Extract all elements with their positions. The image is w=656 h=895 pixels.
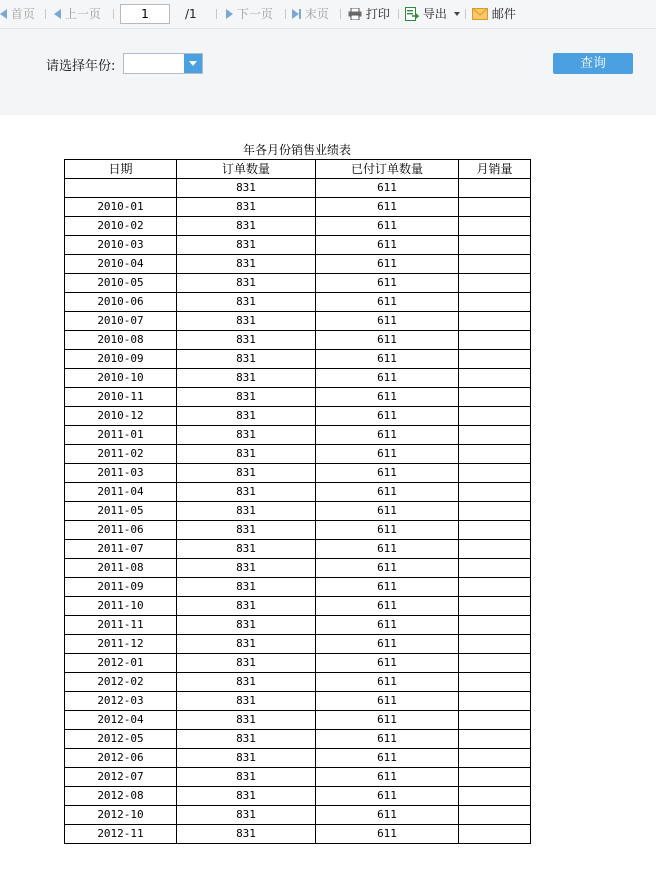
- cell-date: 2012-04: [65, 711, 177, 730]
- cell-monthly-sales: [459, 217, 531, 236]
- cell-date: 2012-05: [65, 730, 177, 749]
- table-row: [65, 179, 531, 198]
- next-page-button[interactable]: [226, 0, 273, 28]
- print-icon: [348, 8, 362, 20]
- cell-date: 2010-07: [65, 312, 177, 331]
- last-page-icon: [292, 9, 299, 19]
- cell-date: 2012-07: [65, 768, 177, 787]
- cell-orders: 831: [177, 692, 316, 711]
- toolbar-divider: [285, 9, 286, 19]
- cell-monthly-sales: [459, 825, 531, 844]
- last-page-label: 末页: [304, 7, 329, 21]
- cell-paid-orders: 611: [316, 407, 459, 426]
- cell-orders: 831: [177, 578, 316, 597]
- table-row: [65, 616, 531, 635]
- table-row: [65, 502, 531, 521]
- cell-orders: 831: [177, 179, 316, 198]
- cell-paid-orders: 611: [316, 616, 459, 635]
- parameter-panel: [0, 29, 656, 115]
- table-row: [65, 236, 531, 255]
- cell-paid-orders: 611: [316, 179, 459, 198]
- year-select-label: 请选择年份:: [46, 59, 116, 74]
- toolbar-divider: [398, 9, 399, 19]
- year-dropdown-button[interactable]: [184, 54, 202, 73]
- cell-date: 2012-01: [65, 654, 177, 673]
- cell-monthly-sales: [459, 711, 531, 730]
- chevron-down-icon: [189, 61, 197, 66]
- cell-monthly-sales: [459, 255, 531, 274]
- cell-date: 2010-10: [65, 369, 177, 388]
- cell-orders: 831: [177, 445, 316, 464]
- cell-monthly-sales: [459, 293, 531, 312]
- mail-label: 邮件: [491, 7, 516, 21]
- column-header-monthly-sales: 月销量: [459, 160, 531, 179]
- cell-date: 2011-04: [65, 483, 177, 502]
- cell-orders: 831: [177, 768, 316, 787]
- table-row: [65, 388, 531, 407]
- cell-paid-orders: 611: [316, 806, 459, 825]
- year-select[interactable]: [123, 53, 203, 74]
- table-row: [65, 787, 531, 806]
- cell-orders: 831: [177, 312, 316, 331]
- cell-date: 2011-02: [65, 445, 177, 464]
- cell-monthly-sales: [459, 502, 531, 521]
- table-row: [65, 806, 531, 825]
- cell-monthly-sales: [459, 198, 531, 217]
- cell-monthly-sales: [459, 673, 531, 692]
- cell-date: 2011-03: [65, 464, 177, 483]
- table-row: [65, 274, 531, 293]
- cell-monthly-sales: [459, 616, 531, 635]
- cell-date: 2012-06: [65, 749, 177, 768]
- cell-orders: 831: [177, 673, 316, 692]
- column-header-orders: 订单数量: [177, 160, 316, 179]
- cell-paid-orders: 611: [316, 369, 459, 388]
- cell-orders: 831: [177, 635, 316, 654]
- cell-date: [65, 179, 177, 198]
- toolbar-divider: [465, 9, 466, 19]
- table-row: [65, 540, 531, 559]
- table-row: [65, 483, 531, 502]
- cell-monthly-sales: [459, 388, 531, 407]
- column-header-date: 日期: [65, 160, 177, 179]
- cell-monthly-sales: [459, 445, 531, 464]
- cell-paid-orders: 611: [316, 635, 459, 654]
- cell-orders: 831: [177, 236, 316, 255]
- print-label: 打印: [365, 7, 390, 21]
- table-row: [65, 768, 531, 787]
- table-row: [65, 654, 531, 673]
- table-header-row: [65, 160, 531, 179]
- table-row: [65, 312, 531, 331]
- table-row: [65, 749, 531, 768]
- chevron-down-icon: [454, 12, 460, 16]
- cell-orders: 831: [177, 369, 316, 388]
- report-toolbar: [0, 0, 656, 29]
- cell-monthly-sales: [459, 578, 531, 597]
- cell-paid-orders: 611: [316, 293, 459, 312]
- cell-date: 2010-02: [65, 217, 177, 236]
- cell-paid-orders: 611: [316, 673, 459, 692]
- cell-date: 2011-11: [65, 616, 177, 635]
- cell-monthly-sales: [459, 692, 531, 711]
- cell-monthly-sales: [459, 806, 531, 825]
- table-row: [65, 255, 531, 274]
- cell-orders: 831: [177, 293, 316, 312]
- table-row: [65, 464, 531, 483]
- table-row: [65, 521, 531, 540]
- export-icon: [405, 7, 419, 21]
- cell-date: 2010-08: [65, 331, 177, 350]
- prev-page-label: 上一页: [64, 7, 101, 21]
- cell-paid-orders: 611: [316, 445, 459, 464]
- cell-orders: 831: [177, 274, 316, 293]
- cell-orders: 831: [177, 483, 316, 502]
- cell-orders: 831: [177, 464, 316, 483]
- prev-page-icon: [54, 9, 61, 19]
- cell-paid-orders: 611: [316, 559, 459, 578]
- cell-date: 2012-08: [65, 787, 177, 806]
- cell-date: 2012-10: [65, 806, 177, 825]
- cell-paid-orders: 611: [316, 217, 459, 236]
- cell-monthly-sales: [459, 749, 531, 768]
- cell-paid-orders: 611: [316, 730, 459, 749]
- cell-monthly-sales: [459, 369, 531, 388]
- table-row: [65, 692, 531, 711]
- table-row: [65, 597, 531, 616]
- table-row: [65, 825, 531, 844]
- table-row: [65, 407, 531, 426]
- table-row: [65, 559, 531, 578]
- cell-monthly-sales: [459, 483, 531, 502]
- report-title: 年各月份销售业绩表: [242, 143, 351, 157]
- cell-date: 2011-01: [65, 426, 177, 445]
- cell-date: 2010-06: [65, 293, 177, 312]
- cell-paid-orders: 611: [316, 502, 459, 521]
- cell-date: 2010-03: [65, 236, 177, 255]
- export-button[interactable]: [405, 0, 460, 28]
- table-row: [65, 445, 531, 464]
- cell-monthly-sales: [459, 635, 531, 654]
- cell-paid-orders: 611: [316, 274, 459, 293]
- cell-date: 2010-01: [65, 198, 177, 217]
- first-page-button[interactable]: [0, 0, 35, 28]
- cell-orders: 831: [177, 350, 316, 369]
- export-label: 导出: [422, 7, 447, 21]
- cell-paid-orders: 611: [316, 426, 459, 445]
- cell-monthly-sales: [459, 312, 531, 331]
- next-page-icon: [226, 9, 233, 19]
- cell-paid-orders: 611: [316, 312, 459, 331]
- query-button[interactable]: 查询: [553, 53, 633, 74]
- first-page-label: 首页: [10, 7, 35, 21]
- cell-paid-orders: 611: [316, 749, 459, 768]
- cell-paid-orders: 611: [316, 350, 459, 369]
- cell-orders: 831: [177, 711, 316, 730]
- table-row: [65, 730, 531, 749]
- cell-orders: 831: [177, 806, 316, 825]
- cell-paid-orders: 611: [316, 540, 459, 559]
- cell-orders: 831: [177, 521, 316, 540]
- cell-date: 2011-05: [65, 502, 177, 521]
- cell-orders: 831: [177, 407, 316, 426]
- cell-monthly-sales: [459, 730, 531, 749]
- cell-monthly-sales: [459, 236, 531, 255]
- cell-monthly-sales: [459, 331, 531, 350]
- first-page-icon: [0, 9, 7, 19]
- cell-paid-orders: 611: [316, 768, 459, 787]
- cell-paid-orders: 611: [316, 236, 459, 255]
- total-pages: /1: [185, 7, 197, 21]
- table-row: [65, 198, 531, 217]
- cell-date: 2011-08: [65, 559, 177, 578]
- cell-date: 2010-09: [65, 350, 177, 369]
- cell-paid-orders: 611: [316, 483, 459, 502]
- cell-orders: 831: [177, 616, 316, 635]
- cell-paid-orders: 611: [316, 255, 459, 274]
- table-row: [65, 673, 531, 692]
- table-row: [65, 331, 531, 350]
- cell-monthly-sales: [459, 274, 531, 293]
- table-row: [65, 350, 531, 369]
- cell-paid-orders: 611: [316, 711, 459, 730]
- cell-date: 2012-11: [65, 825, 177, 844]
- cell-date: 2011-09: [65, 578, 177, 597]
- cell-paid-orders: 611: [316, 331, 459, 350]
- table-row: [65, 369, 531, 388]
- sales-report-table: [64, 159, 531, 844]
- cell-monthly-sales: [459, 521, 531, 540]
- cell-date: 2012-03: [65, 692, 177, 711]
- cell-orders: 831: [177, 654, 316, 673]
- cell-orders: 831: [177, 787, 316, 806]
- cell-date: 2010-05: [65, 274, 177, 293]
- cell-orders: 831: [177, 255, 316, 274]
- next-page-label: 下一页: [236, 7, 273, 21]
- cell-date: 2010-11: [65, 388, 177, 407]
- cell-monthly-sales: [459, 654, 531, 673]
- cell-monthly-sales: [459, 407, 531, 426]
- table-row: [65, 578, 531, 597]
- cell-orders: 831: [177, 730, 316, 749]
- table-row: [65, 293, 531, 312]
- cell-orders: 831: [177, 540, 316, 559]
- cell-paid-orders: 611: [316, 521, 459, 540]
- cell-date: 2010-04: [65, 255, 177, 274]
- cell-monthly-sales: [459, 426, 531, 445]
- cell-paid-orders: 611: [316, 198, 459, 217]
- cell-paid-orders: 611: [316, 787, 459, 806]
- cell-orders: 831: [177, 388, 316, 407]
- toolbar-divider: [45, 9, 46, 19]
- cell-paid-orders: 611: [316, 654, 459, 673]
- cell-orders: 831: [177, 749, 316, 768]
- cell-date: 2011-07: [65, 540, 177, 559]
- cell-date: 2011-12: [65, 635, 177, 654]
- table-body: [65, 179, 531, 844]
- table-row: [65, 426, 531, 445]
- cell-monthly-sales: [459, 179, 531, 198]
- cell-monthly-sales: [459, 464, 531, 483]
- cell-date: 2011-10: [65, 597, 177, 616]
- cell-orders: 831: [177, 825, 316, 844]
- cell-monthly-sales: [459, 597, 531, 616]
- cell-paid-orders: 611: [316, 388, 459, 407]
- toolbar-divider: [216, 9, 217, 19]
- cell-monthly-sales: [459, 350, 531, 369]
- cell-monthly-sales: [459, 768, 531, 787]
- cell-monthly-sales: [459, 540, 531, 559]
- cell-orders: 831: [177, 426, 316, 445]
- last-page-bar: [299, 9, 301, 19]
- cell-orders: 831: [177, 331, 316, 350]
- cell-paid-orders: 611: [316, 578, 459, 597]
- cell-orders: 831: [177, 198, 316, 217]
- toolbar-divider: [340, 9, 341, 19]
- page-number-input[interactable]: 1: [120, 4, 170, 24]
- prev-page-button[interactable]: [54, 0, 101, 28]
- cell-paid-orders: 611: [316, 825, 459, 844]
- table-row: [65, 711, 531, 730]
- cell-orders: 831: [177, 597, 316, 616]
- print-button[interactable]: [348, 0, 390, 28]
- cell-monthly-sales: [459, 787, 531, 806]
- cell-date: 2012-02: [65, 673, 177, 692]
- mail-icon: [472, 8, 488, 20]
- cell-monthly-sales: [459, 559, 531, 578]
- cell-paid-orders: 611: [316, 597, 459, 616]
- last-page-button[interactable]: [292, 0, 329, 28]
- cell-paid-orders: 611: [316, 464, 459, 483]
- cell-date: 2010-12: [65, 407, 177, 426]
- cell-orders: 831: [177, 217, 316, 236]
- cell-orders: 831: [177, 502, 316, 521]
- toolbar-divider: [113, 9, 114, 19]
- cell-paid-orders: 611: [316, 692, 459, 711]
- mail-button[interactable]: [472, 0, 516, 28]
- cell-orders: 831: [177, 559, 316, 578]
- column-header-paid-orders: 已付订单数量: [316, 160, 459, 179]
- table-row: [65, 217, 531, 236]
- cell-date: 2011-06: [65, 521, 177, 540]
- table-row: [65, 635, 531, 654]
